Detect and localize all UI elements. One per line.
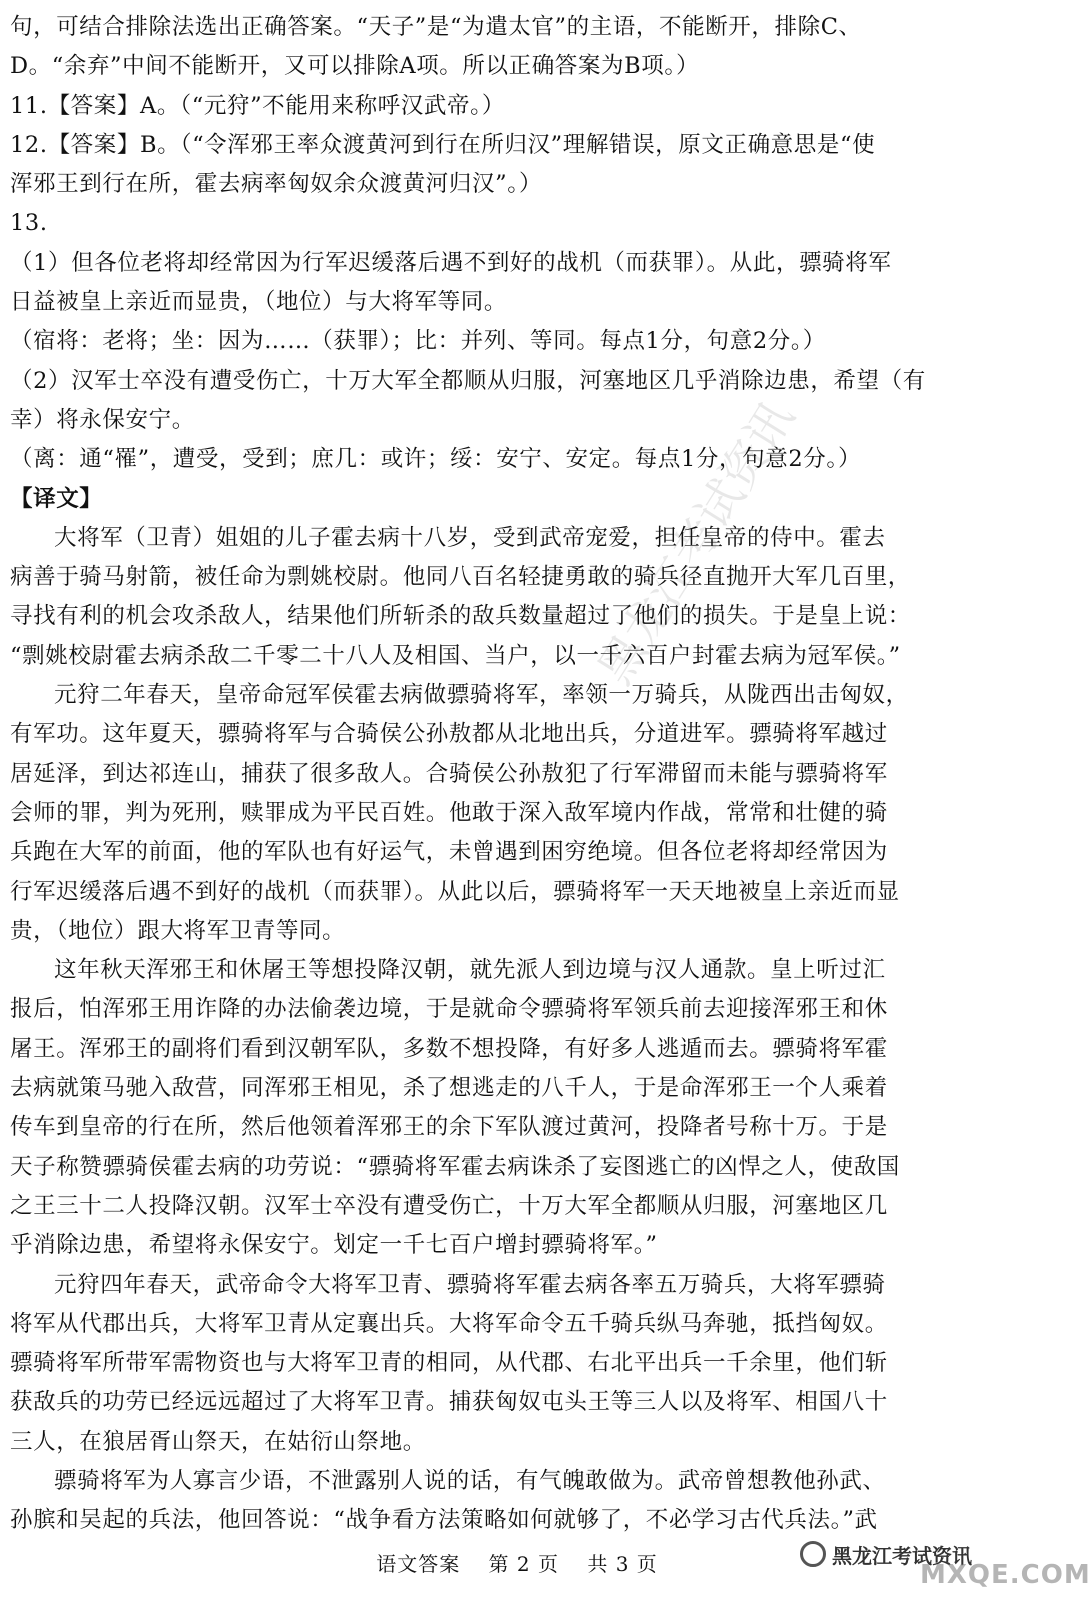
logo-text: 黑龙江考试资讯 — [832, 1543, 972, 1568]
text-line: 大将军（卫青）姐姐的儿子霍去病十八岁，受到武帝宠爱，担任皇帝的侍中。霍去 — [54, 524, 886, 551]
text-line: 元狩四年春天，武帝命令大将军卫青、骠骑将军霍去病各率五万骑兵，大将军骠骑 — [54, 1271, 886, 1298]
text-line: “剽姚校尉霍去病杀敌二千零二十八人及相国、当户，以一千六百户封霍去病为冠军侯。” — [10, 642, 901, 669]
text-line: 去病就策马驰入敌营，同浑邪王相见，杀了想逃走的八千人，于是命浑邪王一个人乘着 — [10, 1075, 888, 1102]
text-line: 孙膑和吴起的兵法，他回答说：“战争看方法策略如何就够了，不必学习古代兵法。”武 — [10, 1507, 878, 1534]
text-line: 屠王。浑邪王的副将们看到汉朝军队，多数不想投降，有好多人逃遁而去。骠骑将军霍 — [10, 1035, 888, 1062]
text-line: 乎消除边患，希望将永保安宁。划定一千七百户增封骠骑将军。” — [10, 1232, 658, 1259]
text-line: 幸）将永保安宁。 — [10, 406, 195, 433]
text-line: 之王三十二人投降汉朝。汉军士卒没有遭受伤亡，十万大军全都顺从归服，河塞地区几 — [10, 1192, 888, 1219]
site-stamp — [920, 1560, 1091, 1590]
text-line: 报后，怕浑邪王用诈降的办法偷袭边境，于是就命令骠骑将军领兵前去迎接浑邪王和休 — [10, 996, 888, 1023]
text-line: 会师的罪，判为死刑，赎罪成为平民百姓。他敢于深入敌军境内作战，常常和壮健的骑 — [10, 799, 888, 826]
text-line: 获敌兵的功劳已经远远超过了大将军卫青。捕获匈奴屯头王等三人以及将军、相国八十 — [10, 1389, 888, 1416]
text-line: 寻找有利的机会攻杀敌人，结果他们所斩杀的敌兵数量超过了他们的损失。于是皇上说： — [10, 603, 911, 630]
text-line: （2）汉军士卒没有遭受伤亡，十万大军全都顺从归服，河塞地区几乎消除边患，希望（有 — [10, 367, 926, 394]
text-line: 三人，在狼居胥山祭天，在姑衍山祭地。 — [10, 1428, 426, 1455]
text-line: 这年秋天浑邪王和休屠王等想投降汉朝，就先派人到边境与汉人通款。皇上听过汇 — [54, 957, 886, 984]
text-line: 行军迟缓落后遇不到好的战机（而获罪）。从此以后，骠骑将军一天天地被皇上亲近而显 — [10, 878, 900, 905]
stamp-text: MXQE.COM — [920, 1560, 1091, 1590]
text-line: 将军从代郡出兵，大将军卫青从定襄出兵。大将军命令五千骑兵纵马奔驰，抵挡匈奴。 — [10, 1310, 888, 1337]
text-line: （宿将：老将；坐：因为……（获罪）；比：并列、等同。每点1分，句意2分。） — [10, 328, 826, 355]
text-line: （1）但各位老将却经常因为行军迟缓落后遇不到好的战机（而获罪）。从此，骠骑将军 — [10, 249, 892, 276]
text-line: 11.【答案】A。（“元狩”不能用来称呼汉武帝。） — [10, 92, 506, 119]
text-line: 居延泽，到达祁连山，捕获了很多敌人。合骑侯公孙敖犯了行军滞留而未能与骠骑将军 — [10, 760, 888, 787]
footer-text: 语文答案 第 2 页 共 3 页 — [376, 1552, 658, 1576]
text-line: 句，可结合排除法选出正确答案。“天子”是“为遣太官”的主语，不能断开，排除C、 — [10, 14, 862, 40]
text-line: 有军功。这年夏天，骠骑将军与合骑侯公孙敖都从北地出兵，分道进军。骠骑将军越过 — [10, 721, 888, 748]
text-line: 元狩二年春天，皇帝命冠军侯霍去病做骠骑将军，率领一万骑兵，从陇西出击匈奴， — [54, 682, 909, 709]
text-line: 骠骑将军为人寡言少语，不泄露别人说的话，有气魄敢做为。武帝曾想教他孙武、 — [54, 1467, 886, 1494]
wechat-icon — [800, 1541, 826, 1567]
text-line: 13. — [10, 210, 48, 237]
answer-content — [10, 8, 1010, 1541]
text-line: 骠骑将军所带军需物资也与大将军卫青的相同，从代郡、右北平出兵一千余里，他们斩 — [10, 1350, 888, 1377]
watermark-text: 黑龙江考试资讯 — [587, 391, 805, 694]
text-line: 【译文】 — [10, 485, 103, 512]
text-line: 兵跑在大军的前面，他的军队也有好运气，未曾遇到困穷绝境。但各位老将却经常因为 — [10, 839, 888, 866]
text-line: 浑邪王到行在所，霍去病率匈奴余众渡黄河归汉”。） — [10, 171, 543, 198]
text-line: 天子称赞骠骑侯霍去病的功劳说：“骠骑将军霍去病诛杀了妄图逃亡的凶悍之人，使敌国 — [10, 1153, 900, 1180]
text-line: （离：通“罹”，遭受，受到；庶几：或许；绥：安宁、安定。每点1分，句意2分。） — [10, 446, 862, 473]
text-line: 贵，（地位）跟大将军卫青等同。 — [10, 917, 346, 944]
text-line: 传车到皇帝的行在所，然后他领着浑邪王的余下军队渡过黄河，投降者号称十万。于是 — [10, 1114, 888, 1141]
text-line: 日益被皇上亲近而显贵，（地位）与大将军等同。 — [10, 289, 507, 316]
text-line: D。“余弃”中间不能断开，又可以排除A项。所以正确答案为B项。） — [10, 53, 700, 80]
text-line: 12.【答案】B。（“令浑邪王率众渡黄河到行在所归汉”理解错误，原文正确意思是“使 — [10, 131, 876, 158]
text-line: 病善于骑马射箭，被任命为剽姚校尉。他同八百名轻捷勇敢的骑兵径直抛开大军几百里， — [10, 564, 911, 591]
